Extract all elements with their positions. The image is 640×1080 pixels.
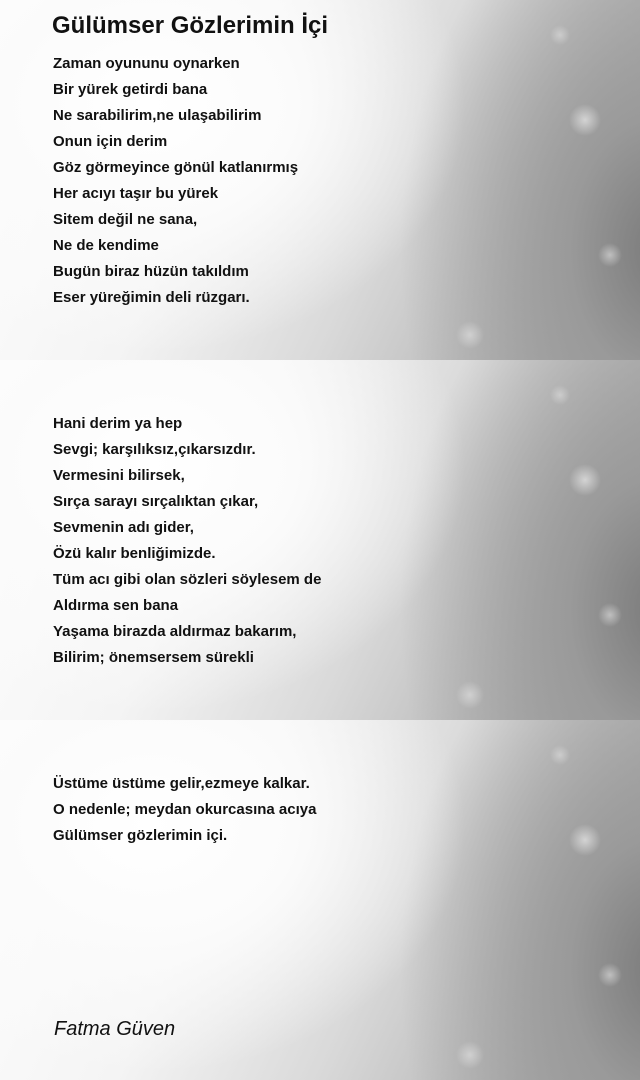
poem-line: Her acıyı taşır bu yürek xyxy=(53,185,219,202)
poem-line: Yaşama birazda aldırmaz bakarım, xyxy=(53,623,297,640)
poem-line: Ne sarabilirim,ne ulaşabilirim xyxy=(53,107,262,124)
poem-line: Zaman oyununu oynarken xyxy=(53,55,240,72)
poem-line: O nedenle; meydan okurcasına acıya xyxy=(53,801,317,818)
poem-line: Vermesini bilirsek, xyxy=(53,467,185,484)
poem-panel-3 xyxy=(0,720,640,1080)
stanza-3 xyxy=(53,771,316,849)
poem-line: Ne de kendime xyxy=(53,237,159,254)
poem-line: Bugün biraz hüzün takıldım xyxy=(53,263,249,280)
poem-line: Hani derim ya hep xyxy=(53,415,183,432)
poem-line: Sevgi; karşılıksız,çıkarsızdır. xyxy=(53,441,256,458)
poem-author: Fatma Güven xyxy=(54,1018,176,1040)
stanza-2 xyxy=(53,411,321,671)
poem-panel-2 xyxy=(0,360,640,720)
poem-line: Sırça sarayı sırçalıktan çıkar, xyxy=(53,493,259,510)
poem-line: Özü kalır benliğimizde. xyxy=(53,545,216,562)
poem-line: Sitem değil ne sana, xyxy=(53,211,198,228)
poem-title: Gülümser Gözlerimin İçi xyxy=(52,12,329,39)
poem-line: Üstüme üstüme gelir,ezmeye kalkar. xyxy=(53,775,310,792)
poem-line: Sevmenin adı gider, xyxy=(53,519,194,536)
poem-line: Bir yürek getirdi bana xyxy=(53,81,208,98)
poem-line: Göz görmeyince gönül katlanırmış xyxy=(53,159,299,176)
poem-line: Onun için derim xyxy=(53,133,168,150)
poem-line: Gülümser gözlerimin içi. xyxy=(53,827,228,844)
poem-line: Bilirim; önemsersem sürekli xyxy=(53,649,254,666)
poem-line: Aldırma sen bana xyxy=(53,597,179,614)
poem-panel-1 xyxy=(0,0,640,360)
poem-line: Tüm acı gibi olan sözleri söylesem de xyxy=(53,571,322,588)
stanza-1 xyxy=(53,51,298,311)
poem-line: Eser yüreğimin deli rüzgarı. xyxy=(53,289,250,306)
